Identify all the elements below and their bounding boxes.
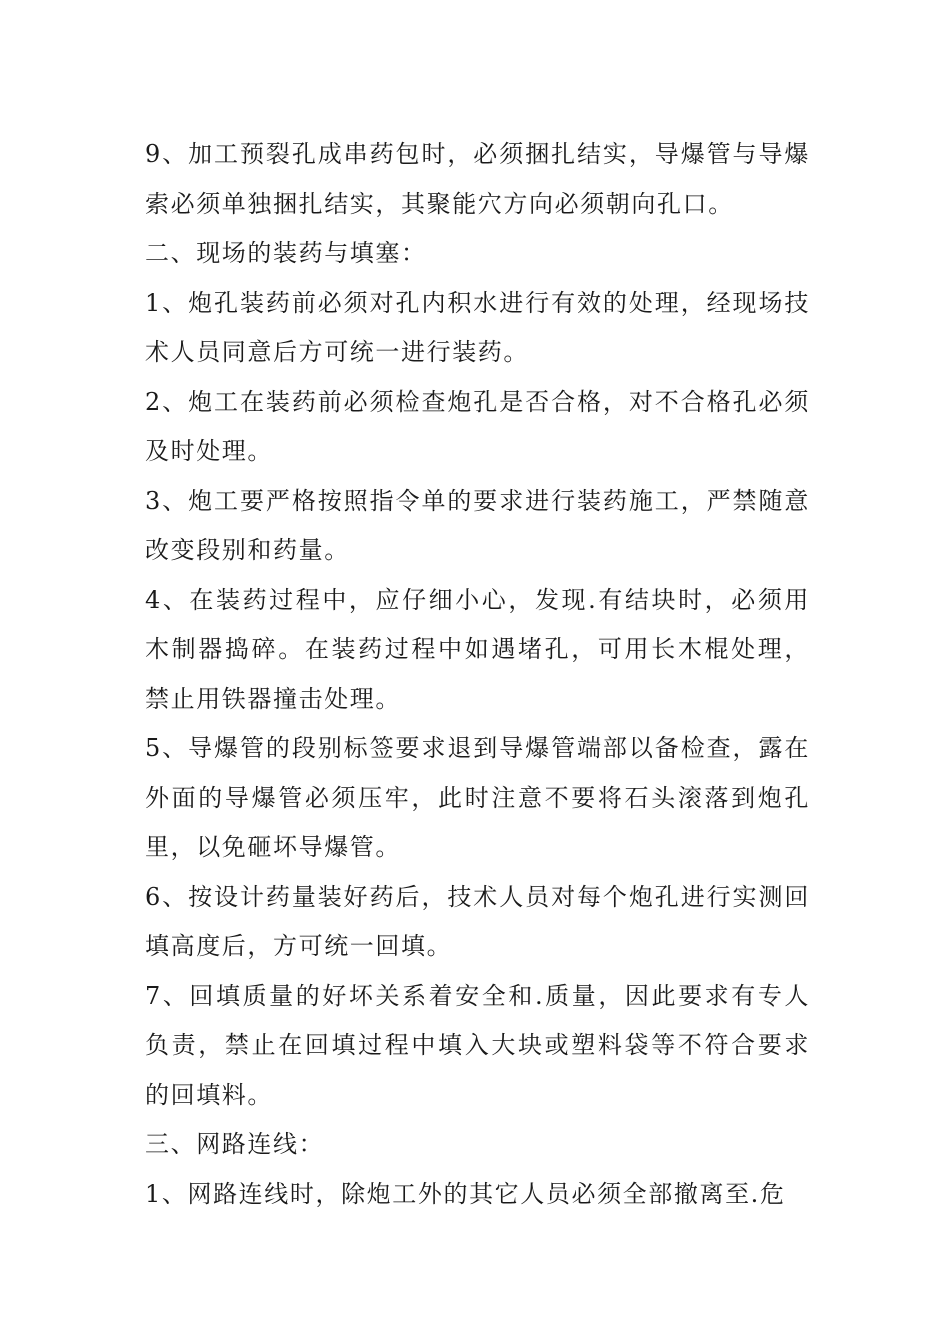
paragraph-item-3: 3、炮工要严格按照指令单的要求进行装药施工，严禁随意改变段别和药量。 xyxy=(145,486,810,564)
paragraph-item-6: 6、按设计药量装好药后，技术人员对每个炮孔进行实测回填高度后，方可统一回填。 xyxy=(145,882,810,960)
paragraph-item-5: 5、导爆管的段别标签要求退到导爆管端部以备检查，露在外面的导爆管必须压牢，此时注意不要将石头滚落到炮孔里，以免砸坏导爆管。 xyxy=(145,734,810,861)
paragraph-item-4: 4、在装药过程中，应仔细小心，发现.有结块时，必须用木制器捣碎。在装药过程中如遇堵孔，可用长木棍处理，禁止用铁器撞击处理。 xyxy=(145,585,810,713)
paragraph-item-1: 1、炮孔装药前必须对孔内积水进行有效的处理，经现场技术人员同意后方可统一进行装药。 xyxy=(145,288,810,366)
section-heading-network-connection: 三、网路连线： xyxy=(145,1130,325,1158)
document-body xyxy=(145,130,810,1219)
paragraph-item-2: 2、炮工在装药前必须检查炮孔是否合格，对不合格孔必须及时处理。 xyxy=(145,387,810,465)
section-heading-loading-and-stemming: 二、现场的装药与填塞： xyxy=(145,239,427,267)
paragraph-item-7: 7、回填质量的好坏关系着安全和.质量，因此要求有专人负责，禁止在回填过程中填入大块或塑料袋等不符合要求的回填料。 xyxy=(145,981,810,1109)
paragraph-item-9: 9、加工预裂孔成串药包时，必须捆扎结实，导爆管与导爆索必须单独捆扎结实，其聚能穴方向必须朝向孔口。 xyxy=(145,140,810,218)
paragraph-network-item-1: 1、网路连线时，除炮工外的其它人员必须全部撤离至.危 xyxy=(145,1179,786,1208)
